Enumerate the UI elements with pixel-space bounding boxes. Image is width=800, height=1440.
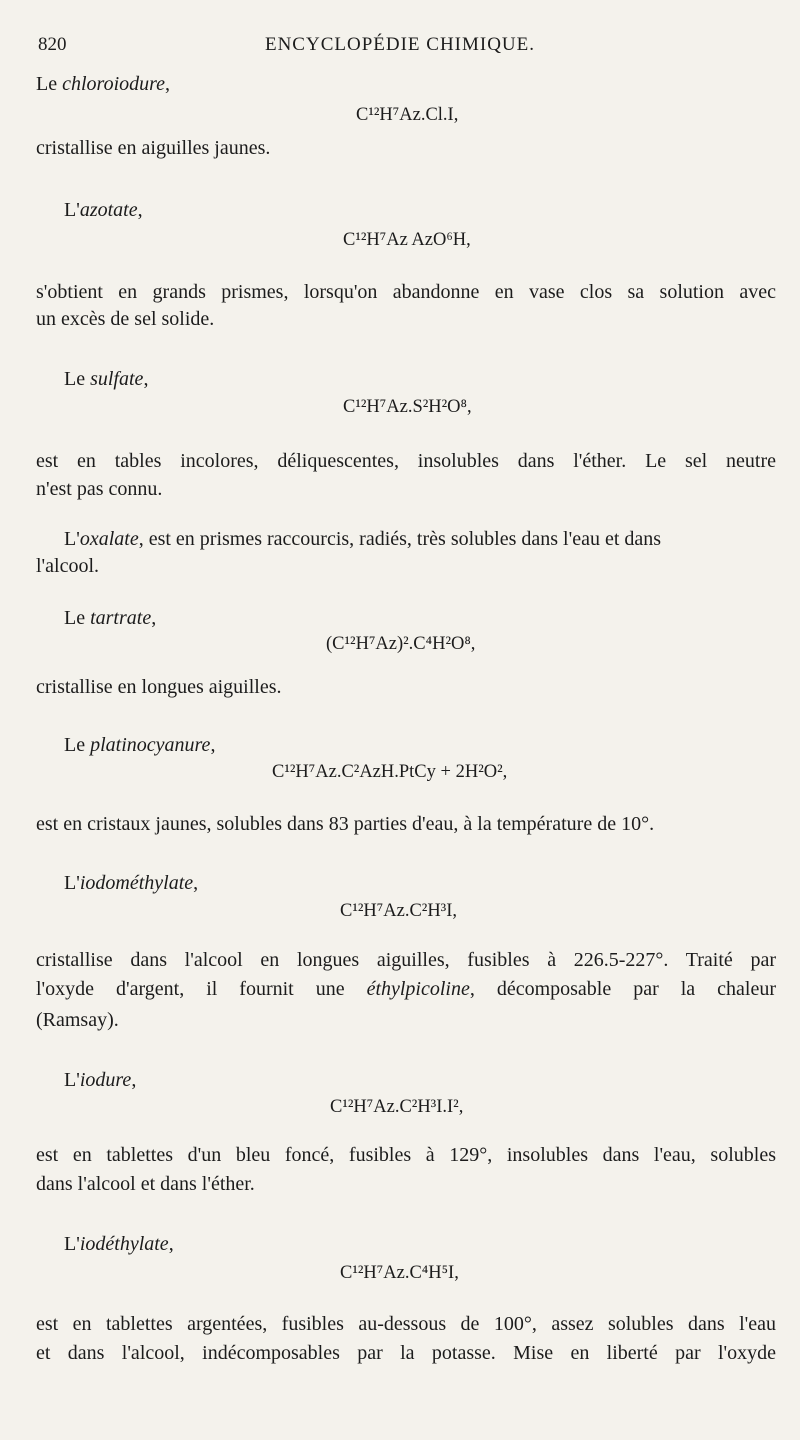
text-sulfate-2: n'est pas connu. xyxy=(36,478,163,500)
text-iodure-1: est en tablettes d'un bleu foncé, fusibles à 129°, insolubles dans l'eau, solubles xyxy=(36,1144,776,1166)
text-chloroiodure: cristallise en aiguilles jaunes. xyxy=(36,137,271,159)
text-azotate-2: un excès de sel solide. xyxy=(36,308,215,330)
running-header xyxy=(38,34,762,58)
text-iodethylate-1: est en tablettes argentées, fusibles au-dessous de 100°, assez solubles dans l'eau xyxy=(36,1313,776,1335)
formula-sulfate: C¹²H⁷Az.S²H²O⁸, xyxy=(343,397,472,417)
formula-chloroiodure: C¹²H⁷Az.Cl.I, xyxy=(356,105,459,125)
text-oxalate-2: l'alcool. xyxy=(36,555,100,577)
heading-tartrate: Le tartrate, xyxy=(64,607,157,629)
heading-sulfate: Le sulfate, xyxy=(64,368,149,390)
text-iodomethylate-2: l'oxyde d'argent, il fournit une éthylpicoline, décomposable par la chaleur xyxy=(36,978,776,1000)
formula-azotate: C¹²H⁷Az AzO⁶H, xyxy=(343,230,471,250)
text-platinocyanure: est en cristaux jaunes, solubles dans 83 parties d'eau, à la température de 10°. xyxy=(36,813,655,835)
text-iodethylate-2: et dans l'alcool, indécomposables par la potasse. Mise en liberté par l'oxyde xyxy=(36,1342,776,1364)
text-iodomethylate-1: cristallise dans l'alcool en longues aiguilles, fusibles à 226.5-227°. Traité par xyxy=(36,949,776,971)
page-number: 820 xyxy=(38,34,67,55)
formula-iodomethylate: C¹²H⁷Az.C²H³I, xyxy=(340,901,458,921)
heading-chloroiodure: Le chloroiodure, xyxy=(36,73,171,95)
text-oxalate-1: L'oxalate, est en prismes raccourcis, radiés, très solubles dans l'eau et dans xyxy=(64,528,662,550)
text-iodomethylate-3: (Ramsay). xyxy=(36,1009,119,1031)
heading-iodure: L'iodure, xyxy=(64,1069,137,1091)
formula-tartrate: (C¹²H⁷Az)².C⁴H²O⁸, xyxy=(326,634,476,654)
heading-azotate: L'azotate, xyxy=(64,199,143,221)
text-iodure-2: dans l'alcool et dans l'éther. xyxy=(36,1173,255,1195)
formula-iodure: C¹²H⁷Az.C²H³I.I², xyxy=(330,1097,464,1117)
formula-platinocyanure: C¹²H⁷Az.C²AzH.PtCy + 2H²O², xyxy=(272,762,508,782)
text-azotate-1: s'obtient en grands prismes, lorsqu'on abandonne en vase clos sa solution avec xyxy=(36,281,776,303)
heading-iodomethylate: L'iodométhylate, xyxy=(64,872,199,894)
running-title: ENCYCLOPÉDIE CHIMIQUE. xyxy=(264,34,536,55)
heading-platinocyanure: Le platinocyanure, xyxy=(64,734,216,756)
formula-iodethylate: C¹²H⁷Az.C⁴H⁵I, xyxy=(340,1263,459,1283)
text-tartrate: cristallise en longues aiguilles. xyxy=(36,676,282,698)
heading-iodethylate: L'iodéthylate, xyxy=(64,1233,174,1255)
text-sulfate-1: est en tables incolores, déliquescentes, insolubles dans l'éther. Le sel neutre xyxy=(36,450,776,472)
